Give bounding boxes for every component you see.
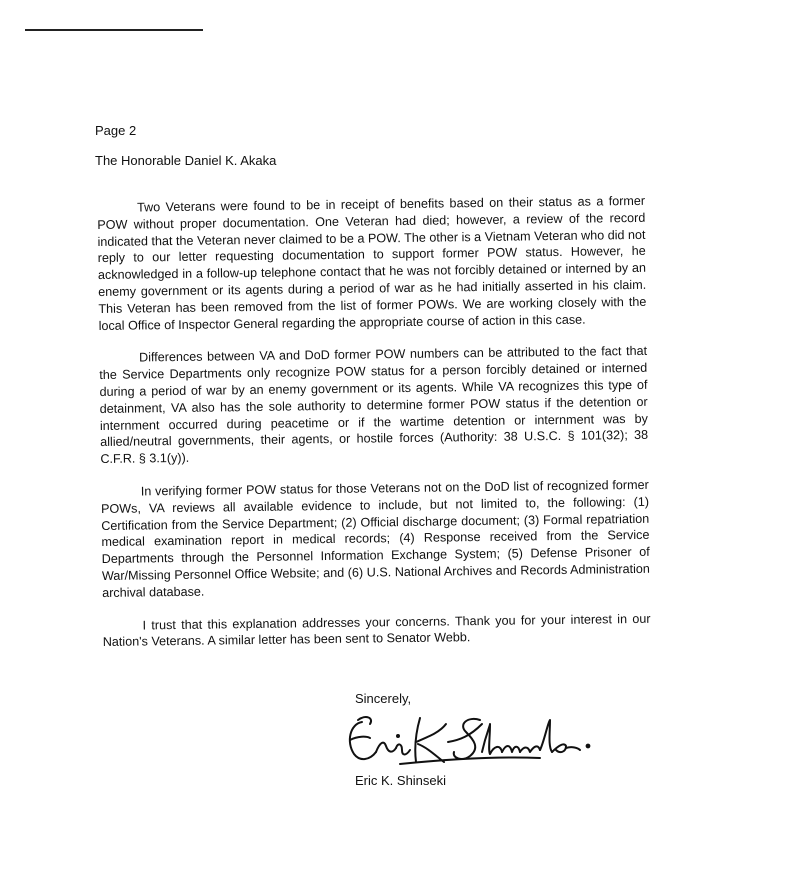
body-paragraph-1: Two Veterans were found to be in receipt of benefits based on their status as a former POW without proper documentation. One Veteran had died; however, a review of the record indicated that the Veteran never claimed to be a POW. The other is a Vietnam Veteran who did not reply to our letter requesting documentation to support former POW status. However, he acknowledged in a follow-up telephone contact that he was not forcibly detained or interned by an enemy government or its agents during a period of war as he had initially asserted in his claim. This Veteran has been removed from the list of former POWs. We are working closely with the local Office of Inspector General regarding the appropriate course of action in this case.	[97, 193, 647, 333]
closing-salutation: Sincerely,	[355, 691, 412, 706]
addressee-line: The Honorable Daniel K. Akaka	[95, 153, 277, 168]
body-paragraph-3: In verifying former POW status for those Veterans not on the DoD list of recognized former POWs, VA reviews all available evidence to include, but not limited to, the following: (1) Certification from the Service Department; (2) Official discharge document; (3) Formal repatriation medical examination report in medical records; (4) Response received from the Service Departments through the Personnel Information Exchange System; (5) Defense Prisoner of War/Missing Personnel Office Website; and (6) U.S. National Archives and Records Administration archival database.	[100, 477, 650, 600]
body-paragraph-4: I trust that this explanation addresses your concerns. Thank you for your interest in our Nation's Veterans. A similar letter has been sent to Senator Webb.	[102, 611, 651, 650]
header-rule	[25, 29, 203, 31]
body-paragraph-2: Differences between VA and DoD former POW numbers can be attributed to the fact that the Service Departments only recognize POW status for a person forcibly detained or interned during a period of war by an enemy government or its agents. While VA recognizes this type of detainment, VA also has the sole authority to determine former POW status if the detention or internment occurred during peacetime or if the wartime detention or internment was by allied/neutral governments, their agents, or hostile forces (Authority: 38 U.S.C. § 101(32); 38 C.F.R. § 3.1(y)).	[99, 344, 649, 467]
signer-name: Eric K. Shinseki	[355, 773, 447, 788]
handwritten-signature	[340, 712, 600, 774]
letter-body	[97, 193, 651, 667]
page-number: Page 2	[95, 123, 137, 138]
